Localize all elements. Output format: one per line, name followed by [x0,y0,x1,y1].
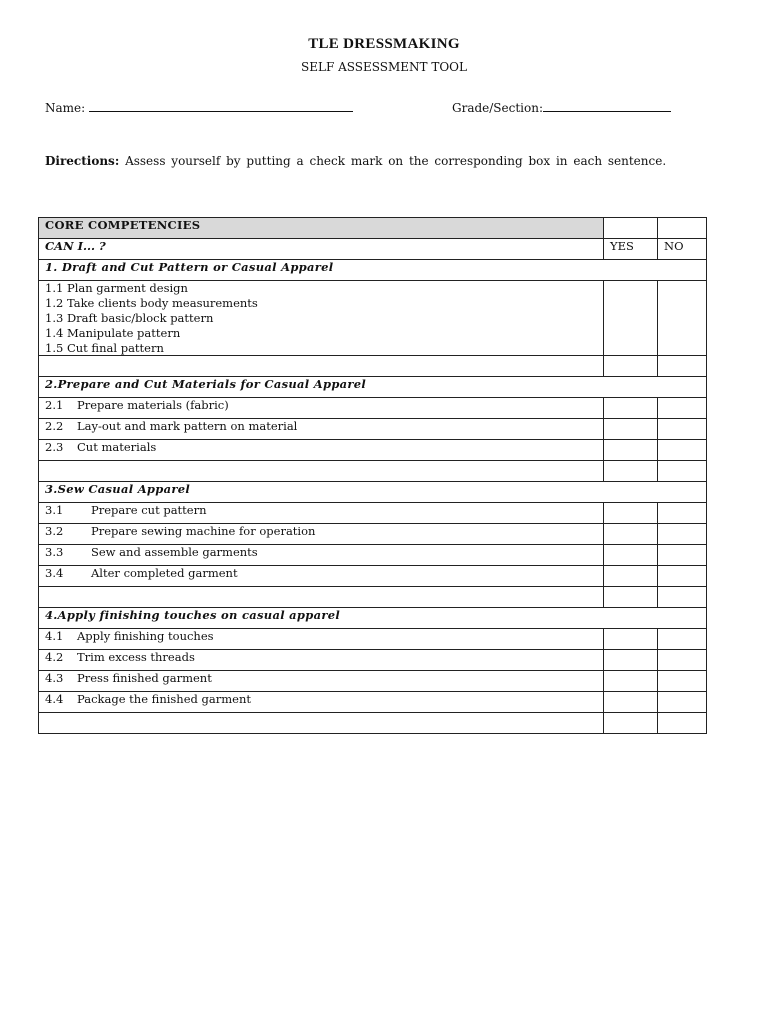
competency-cell [39,341,604,356]
yes-checkbox[interactable] [604,356,658,377]
item-text: Cut final pattern [66,340,164,355]
no-checkbox[interactable] [658,713,707,734]
section-row-2 [39,377,707,398]
blank-row [39,461,707,482]
table-row [39,296,707,311]
item-number: 2.2 [45,419,64,433]
yes-column-header: YES [604,239,658,260]
no-checkbox[interactable] [658,566,707,587]
competency-cell [39,326,604,341]
yes-checkbox[interactable] [604,524,658,545]
competency-cell [39,650,604,671]
section-title: 1. Draft and Cut Pattern or Casual Apparel [39,260,707,281]
section-title: 3.Sew Casual Apparel [39,482,707,503]
competency-cell [39,311,604,326]
section-row-1 [39,260,707,281]
competency-cell [39,503,604,524]
yes-checkbox[interactable] [604,692,658,713]
item-number: 3.4 [45,566,64,580]
item-number: 4.2 [45,650,64,664]
competency-cell [39,398,604,419]
yes-checkbox[interactable] [604,296,658,311]
yes-checkbox[interactable] [604,503,658,524]
no-checkbox[interactable] [658,341,707,356]
table-row [39,650,707,671]
item-text: Cut materials [77,440,157,454]
no-checkbox[interactable] [658,296,707,311]
self-assessment-table [38,217,707,734]
table-row [39,341,707,356]
item-number: 1.1 [45,281,64,295]
header-blank-cell [658,218,707,239]
item-number: 1.3 [45,310,64,325]
section-row-4 [39,608,707,629]
no-checkbox[interactable] [658,311,707,326]
competency-cell [39,296,604,311]
competency-cell [39,671,604,692]
item-text: Prepare cut pattern [91,503,207,517]
item-text: Prepare materials (fabric) [77,398,229,412]
item-number: 3.1 [45,503,64,517]
document-subtitle: SELF ASSESSMENT TOOL [301,60,467,74]
table-row [39,398,707,419]
no-checkbox[interactable] [658,692,707,713]
no-checkbox[interactable] [658,356,707,377]
section-title: 2.Prepare and Cut Materials for Casual Apparel [39,377,707,398]
blank-row [39,356,707,377]
competency-cell [39,692,604,713]
item-text: Prepare sewing machine for operation [91,524,316,538]
yes-checkbox[interactable] [604,440,658,461]
grade-section-field [452,99,671,115]
yes-checkbox[interactable] [604,281,658,296]
section-title: 4.Apply finishing touches on casual apparel [39,608,707,629]
no-checkbox[interactable] [658,461,707,482]
yes-checkbox[interactable] [604,545,658,566]
item-number: 4.1 [45,629,64,643]
section-row-3 [39,482,707,503]
yes-checkbox[interactable] [604,566,658,587]
item-text: Trim excess threads [77,650,195,664]
document-title: TLE DRESSMAKING [308,36,460,52]
item-text: Plan garment design [66,281,188,295]
table-row [39,692,707,713]
no-checkbox[interactable] [658,398,707,419]
can-i-label: CAN I... ? [39,239,604,260]
no-checkbox[interactable] [658,545,707,566]
table-row [39,671,707,692]
item-text: Lay-out and mark pattern on material [77,419,298,433]
item-text: Draft basic/block pattern [66,310,214,325]
item-number: 4.3 [45,671,64,685]
table-row [39,440,707,461]
yes-checkbox[interactable] [604,713,658,734]
directions [45,154,722,169]
competency-cell [39,524,604,545]
table-row [39,419,707,440]
blank-cell [39,461,604,482]
grade-section-label: Grade/Section: [452,101,544,115]
table-row [39,524,707,545]
yes-checkbox[interactable] [604,311,658,326]
no-checkbox[interactable] [658,587,707,608]
no-checkbox[interactable] [658,419,707,440]
blank-row [39,587,707,608]
name-label: Name: [45,101,86,115]
competency-cell [39,281,604,296]
no-checkbox[interactable] [658,629,707,650]
no-column-header: NO [658,239,707,260]
yes-checkbox[interactable] [604,461,658,482]
item-text: Sew and assemble garments [91,545,258,559]
competency-cell [39,566,604,587]
table-row [39,311,707,326]
no-checkbox[interactable] [658,671,707,692]
yes-checkbox[interactable] [604,326,658,341]
item-number: 2.1 [45,398,64,412]
blank-cell [39,587,604,608]
yes-checkbox[interactable] [604,341,658,356]
can-i-row [39,239,707,260]
item-number: 1.4 [45,325,64,340]
table-row [39,503,707,524]
directions-text: Assess yourself by putting a check mark on the corresponding box in each sentence. [125,154,667,168]
item-text: Package the finished garment [77,692,251,706]
header-blank-cell [604,218,658,239]
item-text: Alter completed garment [91,566,238,580]
table-row [39,545,707,566]
yes-checkbox[interactable] [604,398,658,419]
blank-cell [39,713,604,734]
no-checkbox[interactable] [658,281,707,296]
competency-cell [39,419,604,440]
table-header-row [39,218,707,239]
yes-checkbox[interactable] [604,629,658,650]
no-checkbox[interactable] [658,650,707,671]
item-text: Apply finishing touches [77,629,214,643]
yes-checkbox[interactable] [604,671,658,692]
item-number: 1.5 [45,340,64,355]
table-row [39,281,707,296]
grade-section-blank[interactable] [543,99,671,112]
item-number: 1.2 [45,295,64,310]
no-checkbox[interactable] [658,524,707,545]
yes-checkbox[interactable] [604,419,658,440]
no-checkbox[interactable] [658,440,707,461]
competency-cell [39,440,604,461]
item-number: 4.4 [45,692,64,706]
table-row [39,629,707,650]
item-number: 3.2 [45,524,64,538]
competency-cell [39,545,604,566]
no-checkbox[interactable] [658,503,707,524]
name-field [45,99,353,115]
yes-checkbox[interactable] [604,650,658,671]
item-text: Press finished garment [77,671,212,685]
table-row [39,566,707,587]
item-number: 3.3 [45,545,64,559]
item-text: Manipulate pattern [66,325,181,340]
competency-cell [39,629,604,650]
core-competencies-header: CORE COMPETENCIES [39,218,604,239]
directions-label: Directions: [45,154,120,168]
no-checkbox[interactable] [658,326,707,341]
item-text: Take clients body measurements [66,295,258,310]
blank-cell [39,356,604,377]
name-blank[interactable] [89,99,353,112]
blank-row [39,713,707,734]
item-number: 2.3 [45,440,64,454]
yes-checkbox[interactable] [604,587,658,608]
table-row [39,326,707,341]
